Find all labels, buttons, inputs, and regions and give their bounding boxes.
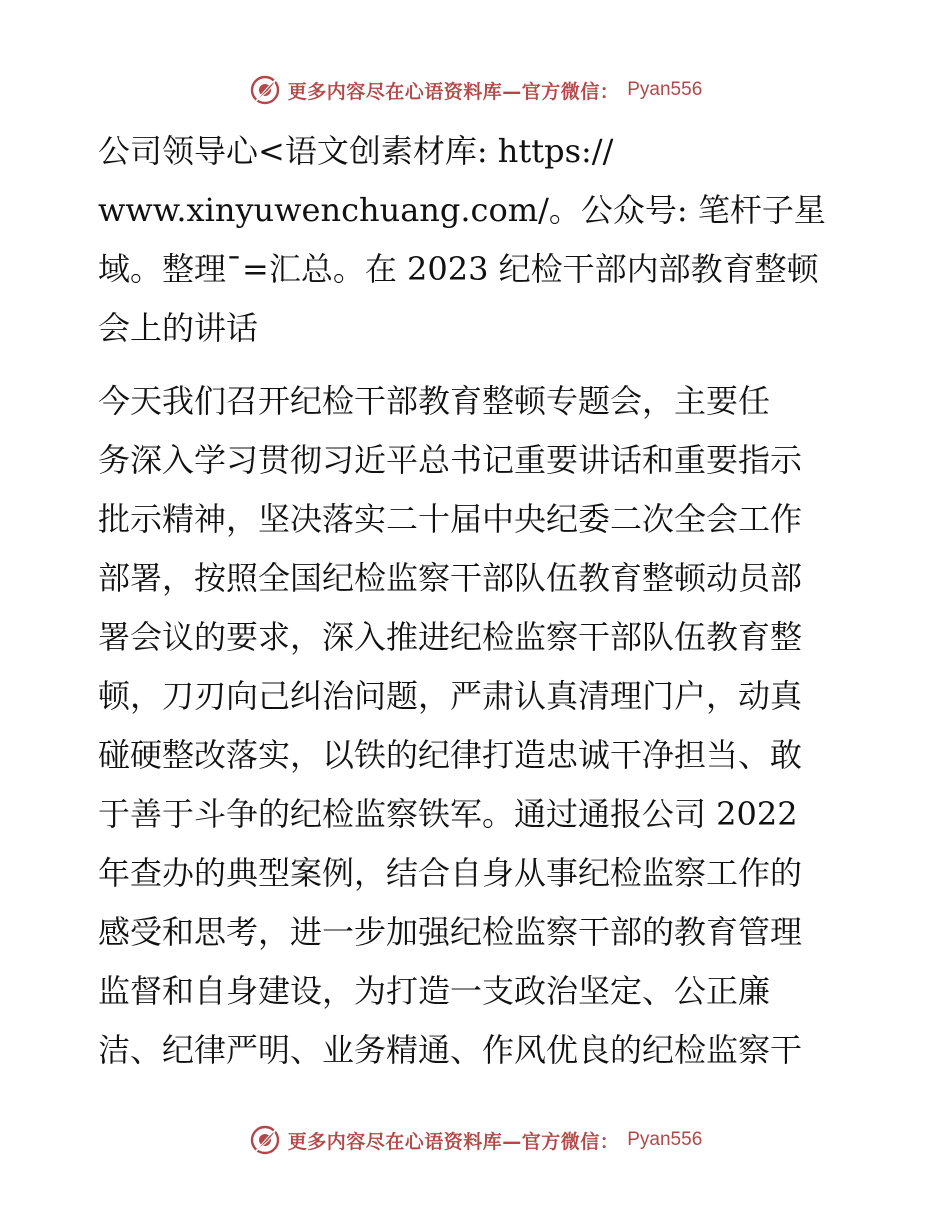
body-line: 碰硬整改落实，以铁的纪律打造忠诚干净担当、敢 — [98, 736, 803, 774]
title-line: 会上的讲话 — [98, 309, 259, 347]
document-body — [98, 122, 858, 1080]
title-line: www.xinyuwenchuang.com/。公众号: 笔杆子星 — [98, 191, 826, 229]
body-line: 务深入学习贯彻习近平总书记重要讲话和重要指示 — [98, 441, 803, 479]
body-line: 批示精神，坚决落实二十届中央纪委二次全会工作 — [98, 500, 803, 538]
body-line: 年查办的典型案例，结合自身从事纪检监察工作的 — [98, 854, 803, 892]
body-line: 部署，按照全国纪检监察干部队伍教育整顿动员部 — [98, 559, 803, 597]
footer-watermark — [0, 1120, 950, 1160]
watermark-wechat-id: Pyan556 — [627, 1129, 703, 1150]
body-line: 监督和自身建设，为打造一支政治坚定、公正廉 — [98, 972, 771, 1010]
body-line: 洁、纪律严明、业务精通、作风优良的纪检监察干 — [98, 1031, 803, 1069]
body-line: 今天我们召开纪检干部教育整顿专题会，主要任 — [98, 382, 771, 420]
body-line: 署会议的要求，深入推进纪检监察干部队伍教育整 — [98, 618, 803, 656]
quill-logo-icon — [248, 1123, 282, 1157]
body-line: 顿，刀刃向己纠治问题，严肃认真清理门户，动真 — [98, 677, 803, 715]
watermark-text: 更多内容尽在心语资料库—官方微信： — [287, 1130, 620, 1153]
body-paragraph — [98, 372, 858, 1080]
header-watermark — [0, 70, 950, 110]
watermark-text: 更多内容尽在心语资料库—官方微信： — [287, 80, 620, 103]
quill-logo-icon — [248, 73, 282, 107]
body-line: 感受和思考，进一步加强纪检监察干部的教育管理 — [98, 913, 803, 951]
title-line: 公司领导心<语文创素材库: https:// — [98, 132, 614, 170]
title-line: 域。整理¯=汇总。在 2023 纪检干部内部教育整顿 — [98, 250, 819, 288]
document-title — [98, 122, 858, 358]
body-line: 于善于斗争的纪检监察铁军。通过通报公司 2022 — [98, 795, 798, 833]
watermark-wechat-id: Pyan556 — [627, 79, 703, 100]
